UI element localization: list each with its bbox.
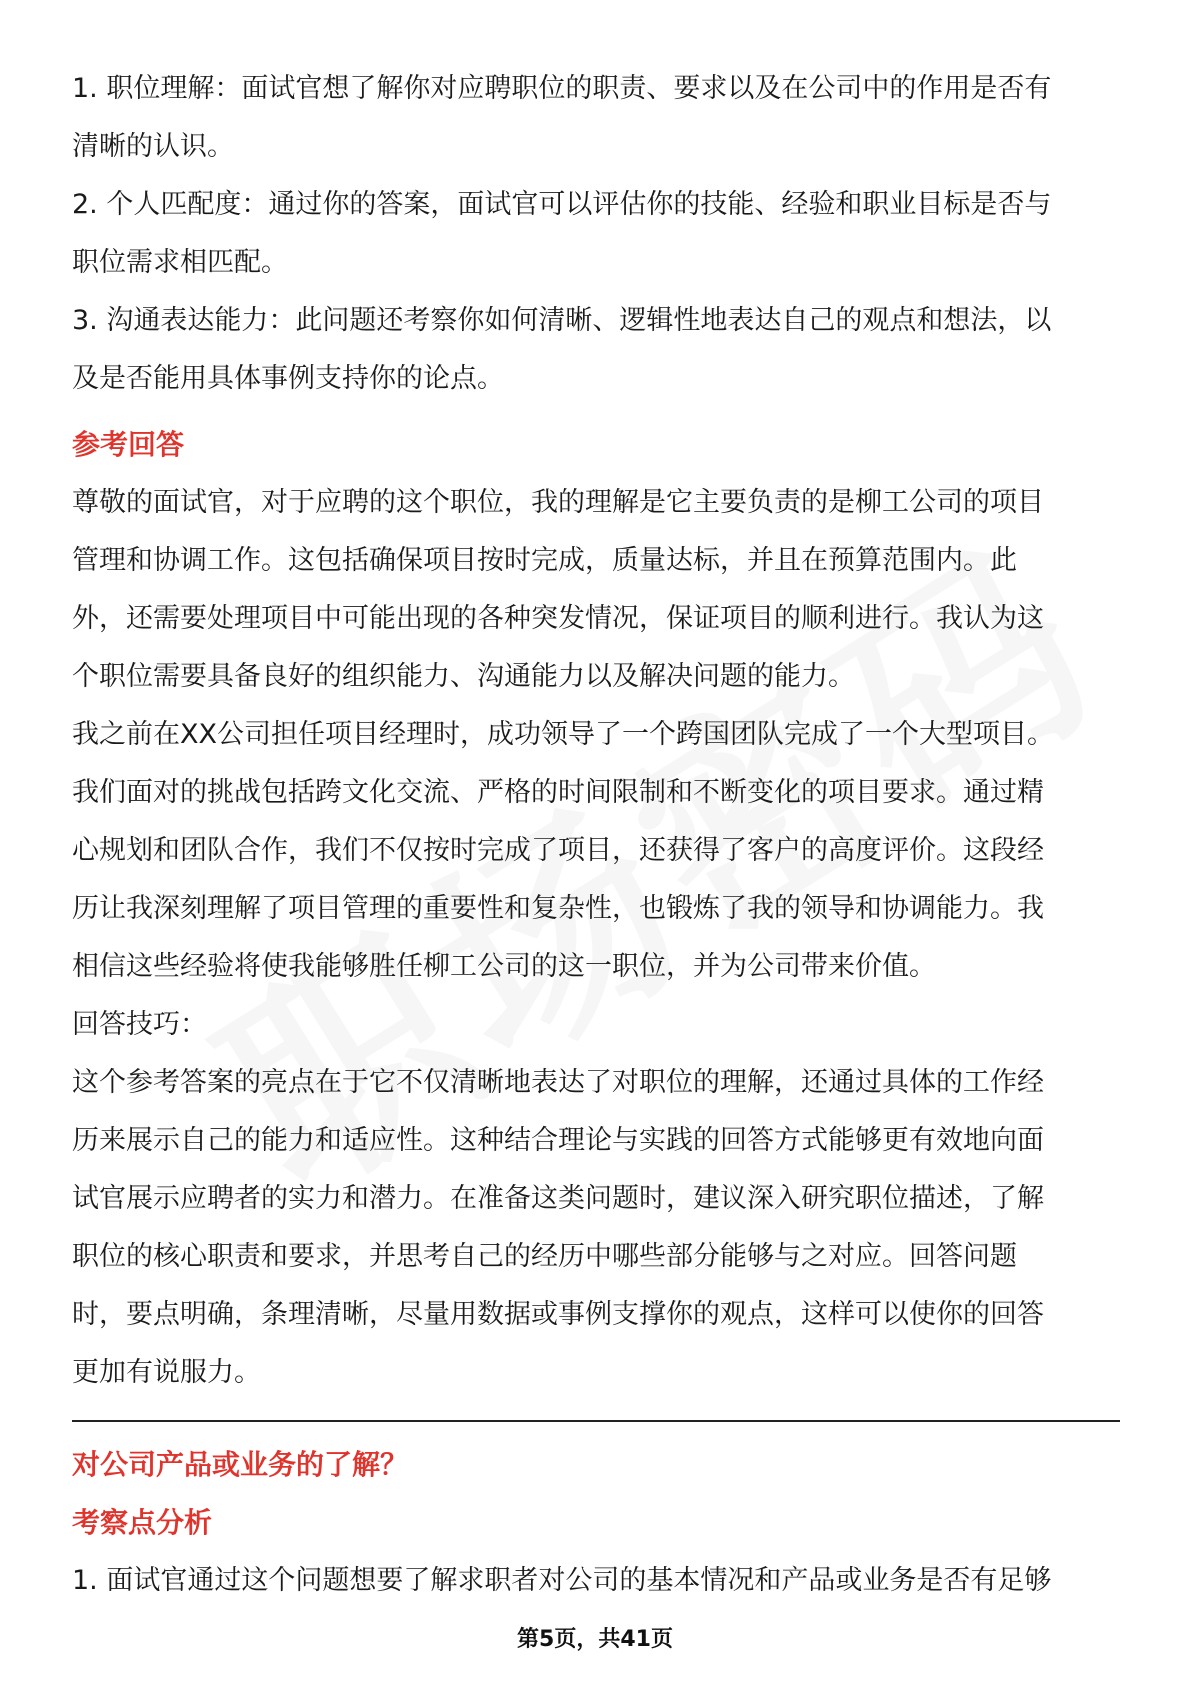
text-line: 试官展示应聘者的实力和潜力。在准备这类问题时，建议深入研究职位描述，了解 bbox=[72, 1183, 1044, 1214]
text-line: 回答技巧： bbox=[72, 1009, 207, 1040]
text-line: 1. 面试官通过这个问题想要了解求职者对公司的基本情况和产品或业务是否有足够 bbox=[72, 1565, 1052, 1596]
text-line: 更加有说服力。 bbox=[72, 1357, 261, 1388]
text-line: 历来展示自己的能力和适应性。这种结合理论与实践的回答方式能够更有效地向面 bbox=[72, 1125, 1044, 1156]
text-line: 个职位需要具备良好的组织能力、沟通能力以及解决问题的能力。 bbox=[72, 661, 855, 692]
text-line: 及是否能用具体事例支持你的论点。 bbox=[72, 363, 504, 394]
text-line: 历让我深刻理解了项目管理的重要性和复杂性，也锻炼了我的领导和协调能力。我 bbox=[72, 893, 1044, 924]
page-footer: 第5页，共41页 bbox=[517, 1627, 673, 1652]
next-question bbox=[72, 1436, 1120, 1610]
analysis-heading: 考察点分析 bbox=[72, 1506, 213, 1539]
text-line: 2. 个人匹配度：通过你的答案，面试官可以评估你的技能、经验和职业目标是否与 bbox=[72, 189, 1052, 220]
text-line: 3. 沟通表达能力：此问题还考察你如何清晰、逻辑性地表达自己的观点和想法，以 bbox=[72, 305, 1052, 336]
text-line: 清晰的认识。 bbox=[72, 131, 234, 162]
text-line: 1. 职位理解：面试官想了解你对应聘职位的职责、要求以及在公司中的作用是否有 bbox=[72, 73, 1052, 104]
text-line: 这个参考答案的亮点在于它不仅清晰地表达了对职位的理解，还通过具体的工作经 bbox=[72, 1067, 1044, 1098]
text-line: 心规划和团队合作，我们不仅按时完成了项目，还获得了客户的高度评价。这段经 bbox=[72, 835, 1044, 866]
reference-answer bbox=[72, 474, 1120, 1402]
text-line: 外，还需要处理项目中可能出现的各种突发情况，保证项目的顺利进行。我认为这 bbox=[72, 603, 1044, 634]
text-line: 尊敬的面试官，对于应聘的这个职位，我的理解是它主要负责的是柳工公司的项目 bbox=[72, 487, 1044, 518]
text-line: 职位的核心职责和要求，并思考自己的经历中哪些部分能够与之对应。回答问题 bbox=[72, 1241, 1017, 1272]
text-line: 相信这些经验将使我能够胜任柳工公司的这一职位，并为公司带来价值。 bbox=[72, 951, 936, 982]
intro-points bbox=[72, 60, 1120, 408]
section-divider bbox=[72, 1420, 1120, 1422]
text-line: 时，要点明确，条理清晰，尽量用数据或事例支撑你的观点，这样可以使你的回答 bbox=[72, 1299, 1044, 1330]
text-line: 我们面对的挑战包括跨文化交流、严格的时间限制和不断变化的项目要求。通过精 bbox=[72, 777, 1044, 808]
question-title: 对公司产品或业务的了解？ bbox=[72, 1448, 409, 1481]
text-line: 我之前在XX公司担任项目经理时，成功领导了一个跨国团队完成了一个大型项目。 bbox=[72, 719, 1054, 750]
text-line: 职位需求相匹配。 bbox=[72, 247, 288, 278]
text-line: 管理和协调工作。这包括确保项目按时完成，质量达标，并且在预算范围内。此 bbox=[72, 545, 1017, 576]
document-body bbox=[72, 60, 1120, 1402]
reference-answer-heading: 参考回答 bbox=[72, 428, 185, 461]
